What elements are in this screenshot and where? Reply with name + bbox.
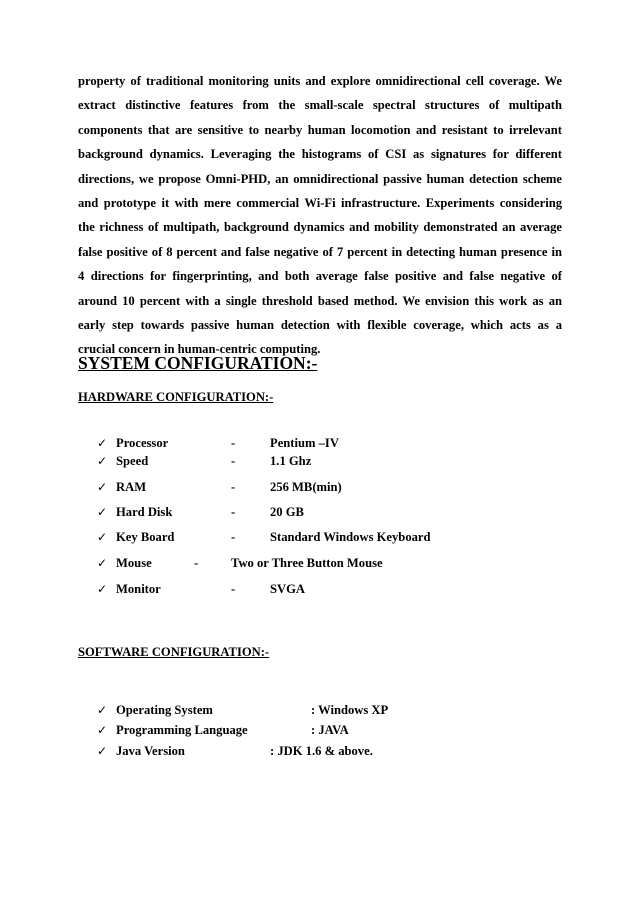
checkmark-icon: ✓ [97, 505, 108, 519]
checkmark-icon: ✓ [97, 723, 108, 737]
hardware-item-mouse [97, 555, 557, 571]
checkmark-icon: ✓ [97, 703, 108, 717]
checkmark-icon: ✓ [97, 556, 108, 570]
software-item-label: Java Version [116, 744, 185, 758]
software-heading-text: SOFTWARE CONFIGURATION:- [78, 645, 270, 659]
checkmark-icon: ✓ [97, 480, 108, 494]
software-item-value: : Windows XP [311, 703, 389, 717]
paragraph-line: components that are sensitive to nearby human locomotion and resistant to irrelevant [78, 122, 562, 137]
hardware-item-label: Monitor [116, 582, 161, 596]
hardware-item-label: Key Board [116, 530, 175, 544]
hardware-item-label: Speed [116, 454, 149, 468]
hardware-item-value: Two or Three Button Mouse [231, 556, 383, 570]
abstract-paragraph [78, 69, 562, 362]
checkmark-icon: ✓ [97, 454, 108, 468]
hardware-item-separator: - [231, 505, 236, 519]
software-item-value: : JAVA [311, 723, 349, 737]
software-item-operating-system [97, 702, 557, 718]
checkmark-icon: ✓ [97, 436, 108, 450]
software-item-value: : JDK 1.6 & above. [270, 744, 373, 758]
hardware-heading-text: HARDWARE CONFIGURATION:- [78, 390, 274, 404]
hardware-item-speed [97, 453, 557, 469]
hardware-item-monitor [97, 581, 557, 597]
hardware-item-value: 256 MB(min) [270, 480, 342, 494]
hardware-item-separator: - [231, 530, 236, 544]
checkmark-icon: ✓ [97, 744, 108, 758]
hardware-item-hard-disk [97, 504, 557, 520]
hardware-item-value: SVGA [270, 582, 305, 596]
hardware-configuration-heading [78, 389, 273, 405]
hardware-item-label: RAM [116, 480, 147, 494]
paragraph-line: crucial concern in human-centric computing. [78, 342, 321, 357]
paragraph-line: extract distinctive features from the small-scale spectral structures of multipath [78, 98, 562, 113]
paragraph-line: property of traditional monitoring units and explore omnidirectional cell coverage. We [78, 74, 562, 88]
paragraph-line: the richness of multipath, background dynamics and mobility demonstrated an average [78, 220, 562, 235]
software-configuration-heading [78, 644, 269, 660]
hardware-item-label: Mouse [116, 556, 152, 570]
paragraph-line: early step towards passive human detection with flexible coverage, which acts as a [78, 317, 562, 332]
software-item-programming-language [97, 722, 557, 738]
paragraph-line: false positive of 8 percent and false negative of 7 percent in detecting human presence in [78, 244, 562, 259]
software-item-java-version [97, 743, 557, 759]
hardware-item-value: 20 GB [270, 505, 304, 519]
paragraph-line: background dynamics. Leveraging the histograms of CSI as signatures for different [78, 147, 562, 162]
software-item-label: Operating System [116, 703, 213, 717]
paragraph-line: directions, we propose Omni-PHD, an omnidirectional passive human detection scheme [78, 171, 562, 186]
hardware-item-value: Standard Windows Keyboard [270, 530, 431, 544]
paragraph-line: and prototype it with mere commercial Wi-Fi infrastructure. Experiments considering [78, 195, 562, 210]
system-configuration-heading: SYSTEM CONFIGURATION:- [78, 353, 318, 373]
hardware-item-separator: - [194, 556, 199, 570]
checkmark-icon: ✓ [97, 530, 108, 544]
paragraph-line: around 10 percent with a single threshold based method. We envision this work as an [78, 293, 562, 308]
hardware-item-keyboard [97, 529, 557, 545]
hardware-item-value: Pentium –IV [270, 436, 339, 450]
hardware-item-ram [97, 479, 557, 495]
checkmark-icon: ✓ [97, 582, 108, 596]
hardware-item-separator: - [231, 480, 236, 494]
hardware-item-processor [97, 435, 557, 451]
hardware-item-separator: - [231, 582, 236, 596]
hardware-item-label: Processor [116, 436, 169, 450]
software-item-label: Programming Language [116, 723, 248, 737]
paragraph-line: 4 directions for fingerprinting, and both average false positive and false negative of [78, 269, 562, 284]
hardware-item-label: Hard Disk [116, 505, 173, 519]
hardware-item-value: 1.1 Ghz [270, 454, 312, 468]
hardware-item-separator: - [231, 436, 236, 450]
hardware-item-separator: - [231, 454, 236, 468]
